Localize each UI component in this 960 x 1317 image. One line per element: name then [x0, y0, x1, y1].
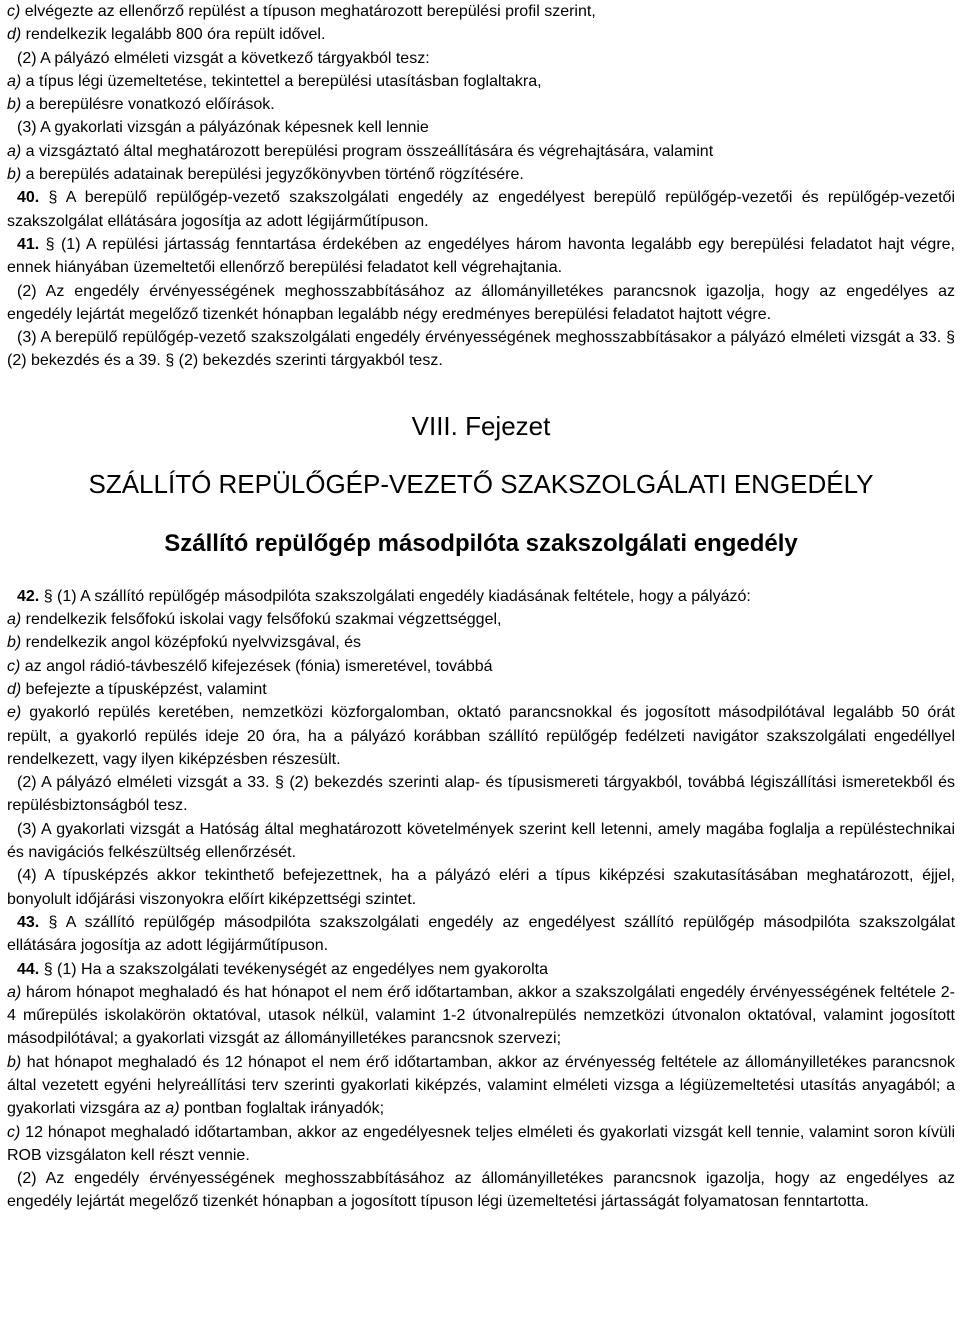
part-title: SZÁLLÍTÓ REPÜLŐGÉP-VEZETŐ SZAKSZOLGÁLATI ENGEDÉLY	[88, 468, 874, 499]
section-40	[7, 186, 955, 233]
section-41-paragraph-2: (2) Az engedély érvényességének meghosszabbításához az állományilletékes parancsnok igazolja, hogy az engedélyes az engedély lejártát megelőző tizenkét hónapban legalább négy eredményes berepülési feladatot hajtott végre.	[7, 282, 955, 323]
section-41-paragraph-1	[7, 233, 955, 280]
section-number: 44.	[17, 960, 40, 978]
item-letter: a)	[7, 983, 22, 1001]
section-44-paragraph-1	[7, 958, 955, 981]
section-number: 43.	[17, 913, 40, 931]
section-42-paragraph-4: (4) A típusképzés akkor tekinthető befejezettnek, ha a pályázó eléri a típus kiképzési szakutasításában meghatározott, éjjel, bonyolult időjárási viszonyokra előírt kiképzettségi szintet.	[7, 867, 955, 908]
item-letter: a)	[7, 142, 22, 160]
section-sign: §	[39, 913, 66, 931]
item-text: befejezte a típusképzést, valamint	[21, 680, 267, 698]
paragraph-2: (2) A pályázó elméleti vizsgát a következő tárgyakból tesz:	[17, 49, 430, 67]
item-text: elvégezte az ellenőrző repülést a típuson meghatározott berepülési profil szerint,	[20, 3, 596, 20]
item-b	[7, 93, 955, 116]
item-letter: c)	[7, 3, 21, 20]
item-text: hat hónapot meghaladó és 12 hónapot el nem érő időtartamban, akkor az érvényesség feltétele az állományilletékes parancsnok által vezetett egyéni helyreállítási terv szerinti gyakorlati kiképzés, valamint elméleti vizsga a légiüzemeltetési utasítás anyagából; a gyakorlati vizsgára az	[7, 1053, 955, 1118]
item-text: rendelkezik felsőfokú iskolai vagy felsőfokú szakmai végzettséggel,	[21, 611, 502, 629]
section-number: 42.	[17, 587, 40, 605]
item-text: rendelkezik angol középfokú nyelvvizsgával, és	[21, 634, 361, 652]
section-title: Szállító repülőgép másodpilóta szakszolgálati engedély	[164, 529, 798, 557]
item-letter: a)	[7, 611, 22, 629]
section-text: (1) A repülési jártasság fenntartása érdekében az engedélyes három havonta legalább egy berepülési feladatot hajt végre, ennek hiányában üzemeltetői ellenőrző berepülési feladatot kell végrehajtania.	[7, 235, 955, 277]
item-letter: b)	[7, 166, 22, 184]
item-letter: b)	[7, 634, 22, 652]
item-a	[7, 981, 955, 1051]
item-text: pontban foglaltak irányadók;	[179, 1100, 385, 1118]
section-41-paragraph-3: (3) A berepülő repülőgép-vezető szakszolgálati engedély érvényességének meghosszabbításakor a pályázó elméleti vizsgát a 33. § (2) bekezdés és a 39. § (2) bekezdés szerinti tárgyakból tesz.	[7, 329, 955, 370]
item-text: a típus légi üzemeltetése, tekintettel a berepülési utasításban foglaltakra,	[21, 72, 542, 90]
section-sign: §	[39, 189, 66, 207]
item-a	[7, 608, 955, 631]
section-42-paragraph-2: (2) A pályázó elméleti vizsgát a 33. § (2) bekezdés szerinti alap- és típusismereti tárgyakból, továbbá légiszállítási ismeretekből és repülésbiztonságból tesz.	[7, 774, 955, 815]
item-c	[7, 0, 955, 23]
section-text: A berepülő repülőgép-vezető szakszolgálati engedély az engedélyest berepülő repülőgép-vezetői és repülőgép-vezetői szakszolgálat ellátására jogosítja az adott légijárműtípuson.	[7, 189, 956, 230]
item-text: 12 hónapot meghaladó időtartamban, akkor az engedélyesnek teljes elméleti és gyakorlati vizsgát kell tennie, valamint soron kívüli ROB vizsgálaton kell részt vennie.	[7, 1123, 955, 1164]
section-number: 41.	[17, 235, 40, 253]
item-d	[7, 23, 955, 46]
section-sign: §	[39, 960, 58, 978]
item-text: a berepülés adatainak berepülési jegyzőkönyvben történő rögzítésére.	[21, 166, 524, 184]
section-42-paragraph-1	[7, 585, 955, 608]
item-reference: a)	[165, 1100, 180, 1118]
item-a	[7, 70, 955, 93]
item-letter: e)	[7, 704, 22, 722]
item-letter: b)	[7, 96, 22, 114]
item-text: a berepülésre vonatkozó előírások.	[21, 96, 275, 114]
item-b	[7, 631, 955, 654]
item-text: három hónapot meghaladó és hat hónapot el nem érő időtartamban, akkor a szakszolgálati engedély érvényességének feltétele 2-4 műrepülés iskolakörön oktatóval, utasok nélkül, valamint 1-2 útvonalrepülés nemzetközi útvonalon oktatóval, valamint jogosított másodpilótával; a gyakorlati vizsgát az állományilletékes parancsnok szervezi;	[7, 983, 955, 1048]
item-letter: c)	[7, 657, 21, 675]
item-text: a vizsgáztató által meghatározott berepülési program összeállítására és végrehajtására, valamint	[21, 142, 714, 160]
item-b	[7, 163, 955, 186]
item-letter: d)	[7, 26, 22, 44]
item-c	[7, 1121, 955, 1168]
item-text: gyakorló repülés keretében, nemzetközi közforgalomban, oktató parancsnokkal és jogosított másodpilótával legalább 50 órát repült, a gyakorló repülés ideje 20 óra, ha a pályázó korábban szállító repülőgép fedélzeti navigátor szakszolgálati engedéllyel rendelkezett, vagy ilyen kiképzésben részesült.	[7, 704, 955, 768]
item-text: rendelkezik legalább 800 óra repült idővel.	[21, 26, 326, 44]
item-letter: d)	[7, 680, 22, 698]
section-sign: §	[39, 235, 61, 253]
item-letter: b)	[7, 1053, 22, 1071]
chapter-heading: VIII. Fejezet	[411, 410, 551, 441]
item-d	[7, 678, 955, 701]
section-text: A szállító repülőgép másodpilóta szakszolgálati engedély az engedélyest szállító repülőgép másodpilóta szakszolgálat ellátására jogosítja az adott légijárműtípuson.	[7, 913, 956, 955]
section-42-paragraph-3: (3) A gyakorlati vizsgát a Hatóság által meghatározott követelmények szerint kell letenni, amely magába foglalja a repüléstechnikai és navigációs felkészültség ellenőrzését.	[7, 820, 955, 862]
item-text: az angol rádió-távbeszélő kifejezések (fónia) ismeretével, továbbá	[20, 657, 493, 675]
section-sign: §	[39, 587, 58, 605]
item-b	[7, 1051, 955, 1121]
paragraph-3: (3) A gyakorlati vizsgán a pályázónak képesnek kell lennie	[17, 119, 429, 137]
section-number: 40.	[17, 189, 40, 207]
section-text: (1) Ha a szakszolgálati tevékenységét az engedélyes nem gyakorolta	[57, 960, 548, 978]
section-text: (1) A szállító repülőgép másodpilóta szakszolgálati engedély kiadásának feltétele, hogy a pályázó:	[57, 587, 751, 605]
item-a	[7, 140, 955, 163]
item-letter: c)	[7, 1123, 21, 1141]
item-e	[7, 701, 955, 771]
section-44-paragraph-2: (2) Az engedély érvényességének meghosszabbításához az állományilletékes parancsnok igazolja, hogy az engedélyes az engedély lejártát megelőző tizenkét hónapban a jogosított típuson légi üzemeltetési jártasságát folyamatosan fenntartotta.	[7, 1170, 955, 1211]
section-43	[7, 911, 955, 958]
item-letter: a)	[7, 72, 22, 90]
item-c	[7, 655, 955, 678]
